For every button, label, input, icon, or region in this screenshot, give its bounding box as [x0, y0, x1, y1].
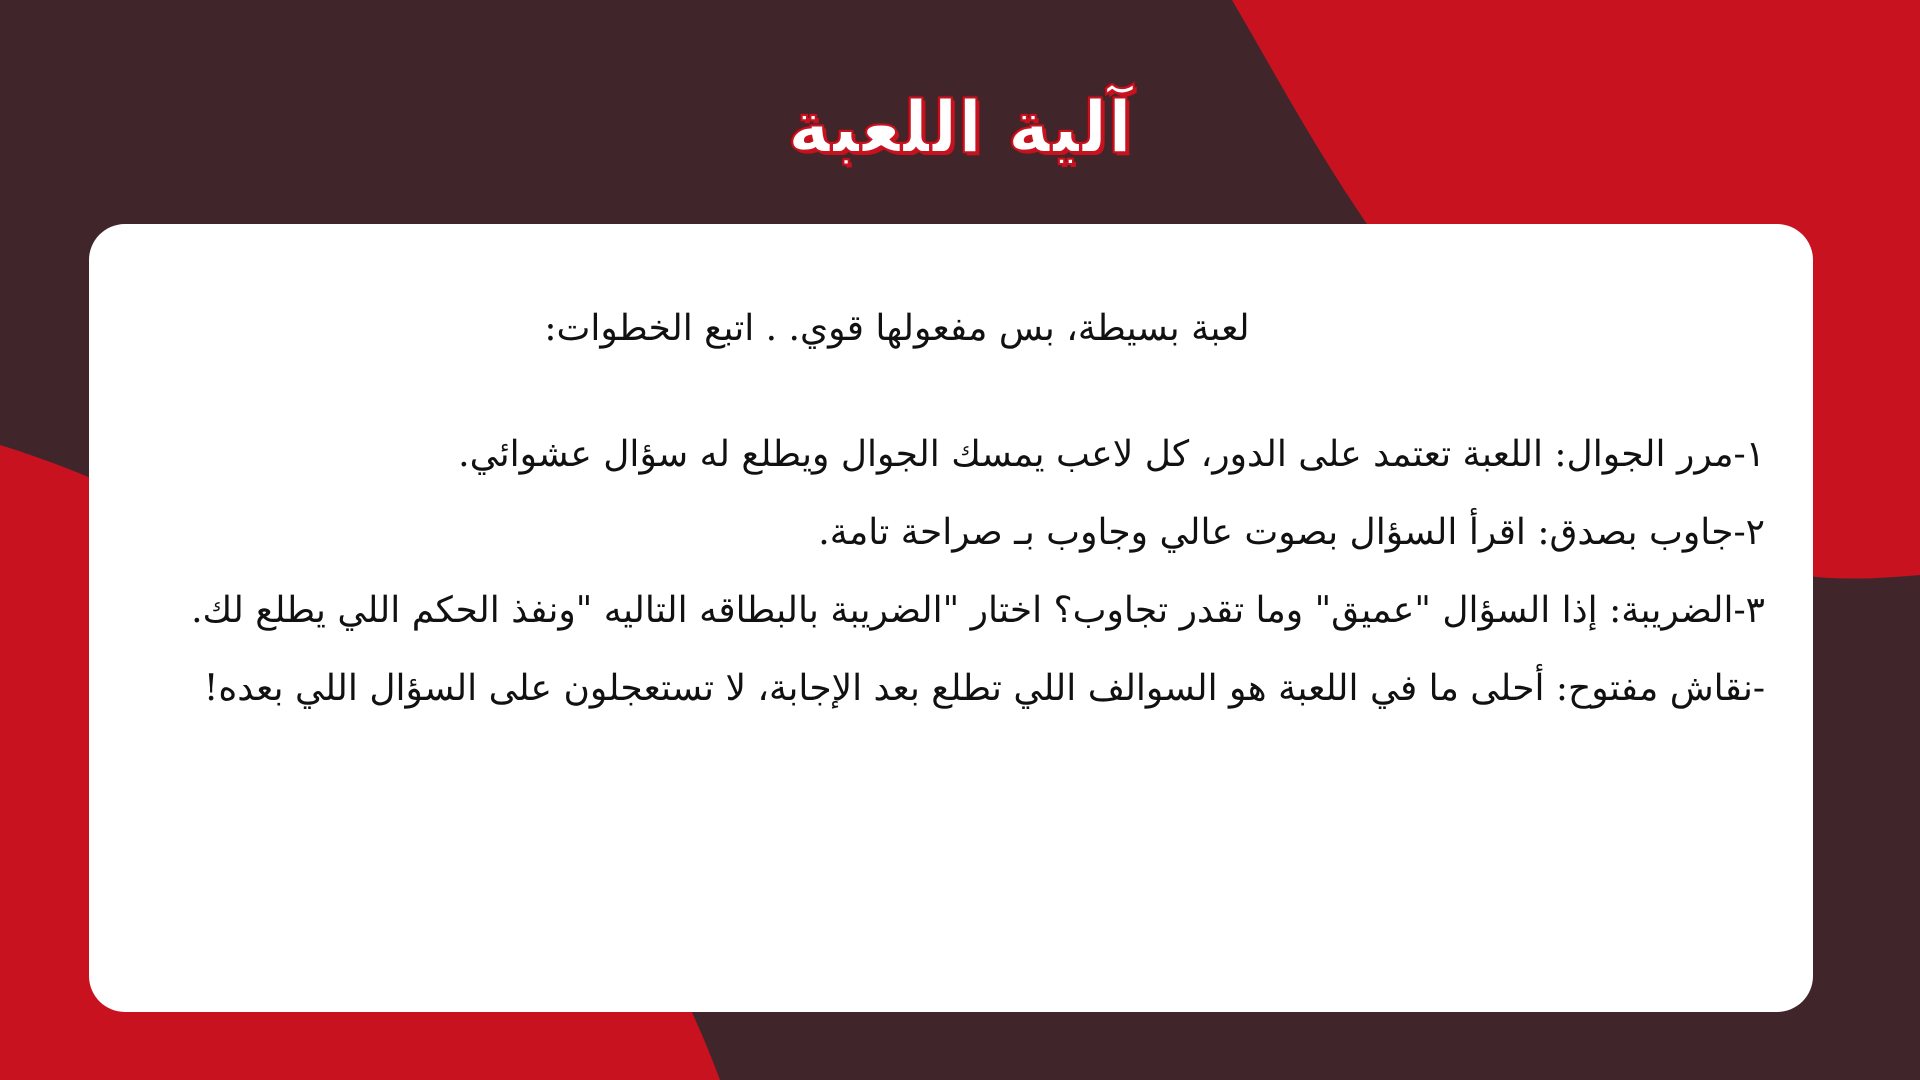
- slide-title: آلية اللعبة: [787, 85, 1133, 169]
- step-item: ٢-جاوب بصدق: اقرأ السؤال بصوت عالي وجاوب بـ صراحة تامة.: [818, 512, 1765, 553]
- step-item: ٣-الضريبة: إذا السؤال "عميق" وما تقدر تجاوب؟ اختار "الضريبة بالبطاقه التاليه "ونفذ الحكم اللي يطلع لك.: [191, 590, 1765, 631]
- step-item: ١-مرر الجوال: اللعبة تعتمد على الدور، كل لاعب يمسك الجوال ويطلع له سؤال عشوائي.: [458, 434, 1765, 475]
- steps-list: [149, 416, 1765, 728]
- intro-text: لعبة بسيطة، بس مفعولها قوي. . اتبع الخطوات:: [544, 308, 1250, 349]
- content-card: [89, 224, 1813, 1012]
- step-item: -نقاش مفتوح: أحلى ما في اللعبة هو السوالف اللي تطلع بعد الإجابة، لا تستعجلون على السؤال اللي بعده!: [203, 668, 1765, 709]
